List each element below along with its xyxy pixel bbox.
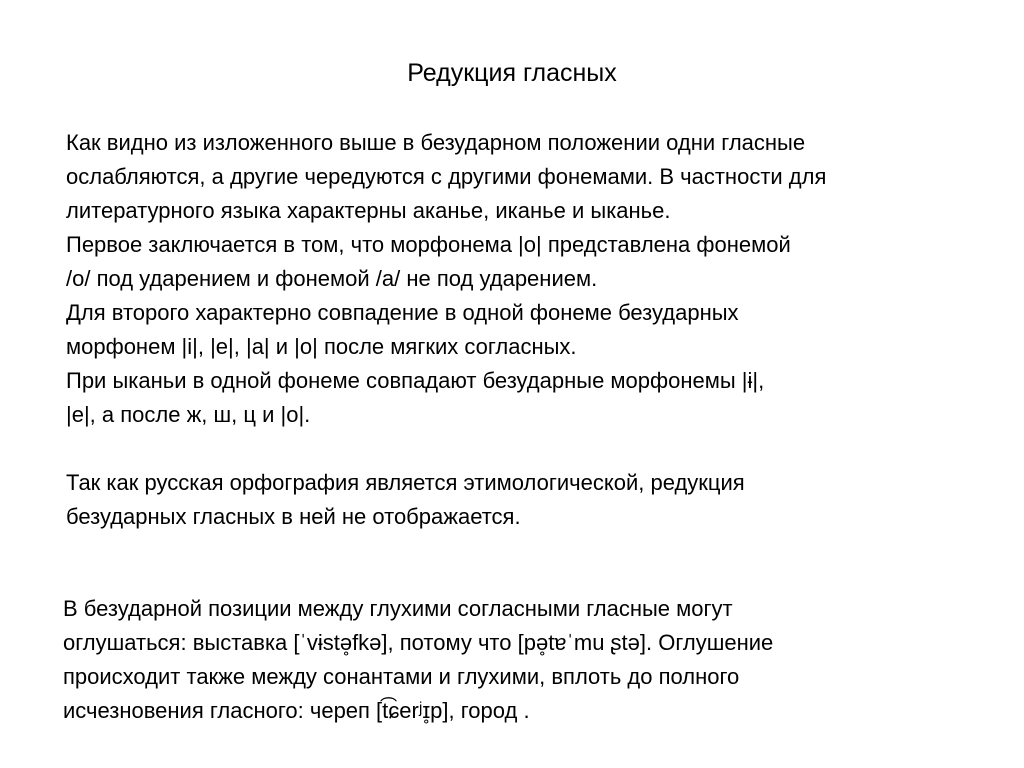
slide-title: Редукция гласных: [407, 59, 617, 87]
text-line: В безударной позиции между глухими согласными гласные могут: [63, 596, 733, 621]
text-line: При ыканьи в одной фонеме совпадают безударные морфонемы |ɨ|,: [66, 368, 765, 393]
text-line: Как видно из изложенного выше в безударном положении одни гласные: [66, 130, 806, 155]
text-line: Первое заключается в том, что морфонема |о| представлена фонемой: [66, 232, 791, 257]
text-line: исчезновения гласного: череп [t͡ɕerʲɪ̥p], город .: [63, 698, 530, 723]
text-line: оглушаться: выставка [ˈvɨstə̥fkə], потому что [pə̥tɐˈmu ʂtə]. Оглушение: [63, 630, 774, 655]
text-line: ослабляются, а другие чередуются с другими фонемами. В частности для: [66, 164, 827, 189]
text-line: Для второго характерно совпадение в одной фонеме безударных: [66, 300, 739, 325]
paragraph-vowel-reduction: [66, 126, 966, 432]
text-line: морфонем |i|, |e|, |a| и |o| после мягких согласных.: [66, 334, 577, 359]
text-line: литературного языка характерны аканье, иканье и ыканье.: [66, 198, 671, 223]
text-line: |e|, а после ж, ш, ц и |о|.: [66, 402, 311, 427]
paragraph-devoicing: [63, 592, 963, 728]
text-line: безударных гласных в ней не отображается.: [66, 504, 521, 529]
paragraph-orthography: [66, 466, 966, 534]
text-line: /о/ под ударением и фонемой /а/ не под ударением.: [66, 266, 598, 291]
text-line: Так как русская орфография является этимологической, редукция: [66, 470, 745, 495]
text-line: происходит также между сонантами и глухими, вплоть до полного: [63, 664, 740, 689]
